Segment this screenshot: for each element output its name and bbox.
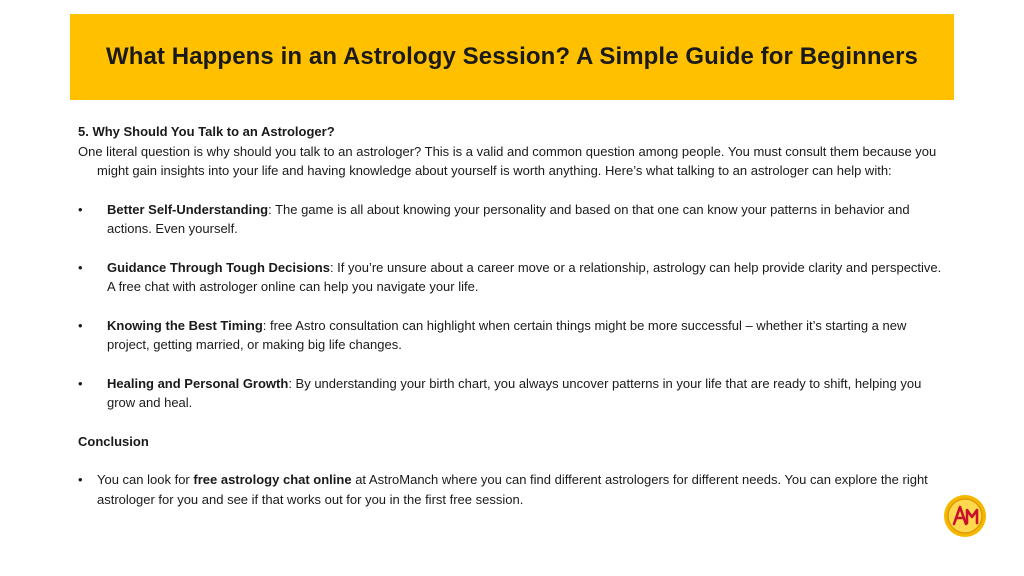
bullet-text: : The game is all about knowing your personality and based on that one can know your patterns in behavior and actions. Even yourself. (107, 201, 910, 236)
bullet-term: Healing and Personal Growth (107, 375, 289, 391)
bullet-term: Guidance Through Tough Decisions (107, 259, 330, 275)
benefit-list (78, 200, 948, 413)
list-item (78, 200, 948, 239)
bullet-term: Better Self-Understanding (107, 201, 269, 217)
slide-title: What Happens in an Astrology Session? A Simple Guide for Beginners (105, 43, 919, 70)
title-banner (70, 14, 954, 100)
bullet-dot: • (78, 375, 83, 391)
intro-paragraph: One literal question is why should you talk to an astrologer? This is a valid and common question among people. You must consult them because you might gain insights into your life and having knowledge about yourself is worth anything. Here’s what talking to an astrologer can help with: (78, 143, 937, 178)
bullet-text: : By understanding your birth chart, you always uncover patterns in your life that are ready to shift, helping you grow and heal. (107, 375, 922, 410)
bullet-dot: • (78, 259, 83, 275)
conclusion-bold-link: free astrology chat online (193, 472, 352, 487)
bullet-dot: • (78, 472, 83, 487)
list-item (78, 374, 948, 413)
astromanch-logo-icon (943, 494, 987, 538)
list-item (78, 470, 948, 509)
list-item (78, 316, 948, 355)
slide-content (78, 122, 948, 509)
bullet-dot: • (78, 317, 83, 333)
conclusion-text-before: You can look for (97, 472, 194, 487)
conclusion-heading: Conclusion (78, 433, 149, 449)
conclusion-list (78, 470, 948, 509)
list-item (78, 258, 948, 297)
bullet-term: Knowing the Best Timing (107, 317, 263, 333)
section-heading: 5. Why Should You Talk to an Astrologer? (78, 124, 335, 139)
bullet-text: : If you’re unsure about a career move or a relationship, astrology can help provide clarity and perspective. A free chat with astrologer online can help you navigate your life. (107, 259, 942, 294)
conclusion-text-after: at AstroManch where you can find different astrologers for different needs. You can explore the right astrologer for you and see if that works out for you in the first free session. (97, 472, 928, 507)
bullet-dot: • (78, 201, 83, 217)
bullet-text: : free Astro consultation can highlight when certain things might be more successful – whether it’s starting a new project, getting married, or making big life changes. (107, 317, 907, 352)
